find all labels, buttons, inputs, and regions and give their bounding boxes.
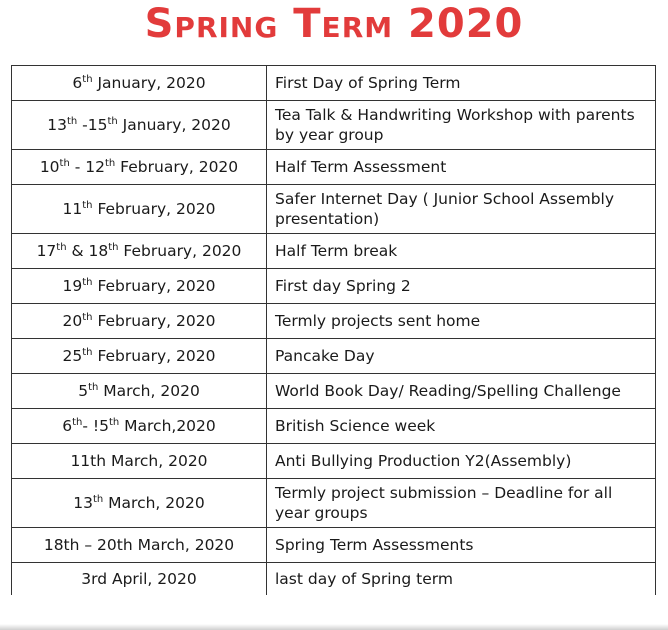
date-cell: 17th & 18th February, 2020 [12, 234, 267, 269]
date-cell: 20th February, 2020 [12, 304, 267, 339]
table-row [12, 528, 656, 563]
event-cell: British Science week [267, 409, 656, 444]
event-cell: First day Spring 2 [267, 269, 656, 304]
date-cell: 13th -15th January, 2020 [12, 101, 267, 150]
table-row [12, 269, 656, 304]
date-cell: 5th March, 2020 [12, 374, 267, 409]
page-cut-edge [0, 624, 668, 630]
event-cell: Termly project submission – Deadline for all year groups [267, 479, 656, 528]
event-cell: Anti Bullying Production Y2(Assembly) [267, 444, 656, 479]
table-row [12, 563, 656, 596]
table-row [12, 150, 656, 185]
date-cell: 3rd April, 2020 [12, 563, 267, 596]
event-cell: First Day of Spring Term [267, 66, 656, 101]
date-cell: 25th February, 2020 [12, 339, 267, 374]
date-cell: 6th- !5th March,2020 [12, 409, 267, 444]
table-row [12, 185, 656, 234]
table-row [12, 374, 656, 409]
table-row [12, 101, 656, 150]
date-cell: 19th February, 2020 [12, 269, 267, 304]
event-cell: Termly projects sent home [267, 304, 656, 339]
date-cell: 10th - 12th February, 2020 [12, 150, 267, 185]
date-cell: 11th March, 2020 [12, 444, 267, 479]
table-row [12, 479, 656, 528]
calendar-table [11, 65, 656, 595]
event-cell: Half Term Assessment [267, 150, 656, 185]
table-row [12, 304, 656, 339]
table-row [12, 234, 656, 269]
table-row [12, 339, 656, 374]
event-cell: Tea Talk & Handwriting Workshop with parents by year group [267, 101, 656, 150]
date-cell: 18th – 20th March, 2020 [12, 528, 267, 563]
table-row [12, 444, 656, 479]
table-row [12, 409, 656, 444]
event-cell: World Book Day/ Reading/Spelling Challenge [267, 374, 656, 409]
page-title: Spring Term 2020 [144, 1, 524, 47]
table-row [12, 66, 656, 101]
event-cell: Spring Term Assessments [267, 528, 656, 563]
event-cell: last day of Spring term [267, 563, 656, 596]
date-cell: 13th March, 2020 [12, 479, 267, 528]
event-cell: Safer Internet Day ( Junior School Assembly presentation) [267, 185, 656, 234]
date-cell: 6th January, 2020 [12, 66, 267, 101]
event-cell: Pancake Day [267, 339, 656, 374]
date-cell: 11th February, 2020 [12, 185, 267, 234]
event-cell: Half Term break [267, 234, 656, 269]
